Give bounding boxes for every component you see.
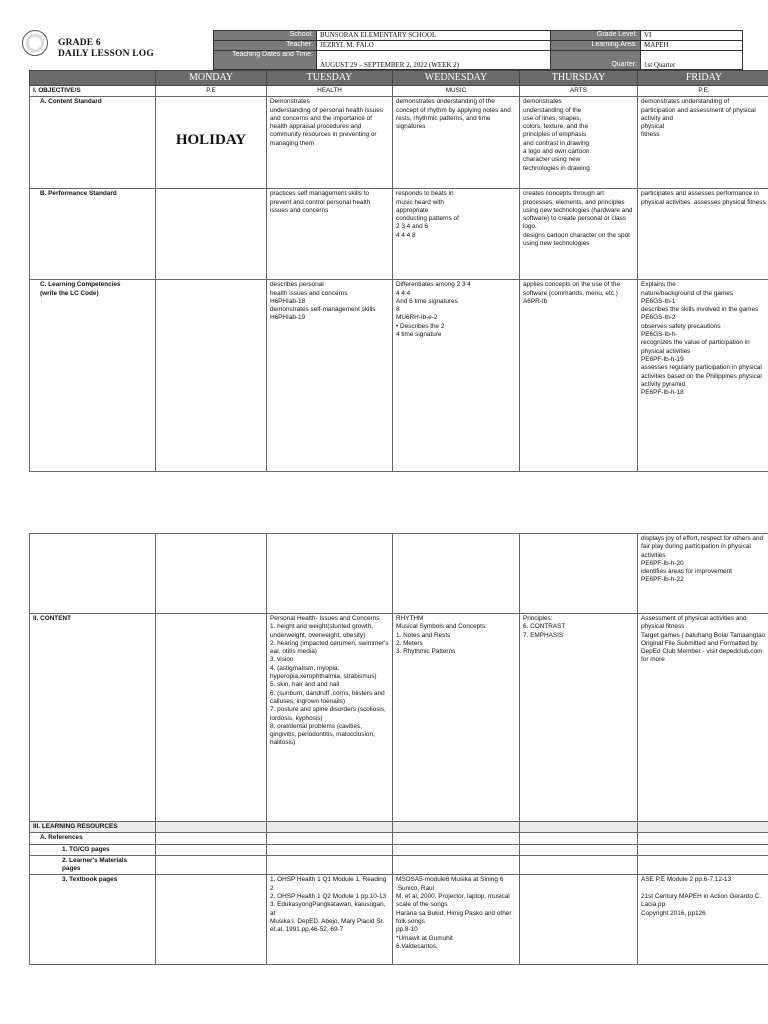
content-health: Personal Health- Issues and Concerns 1. height and weight(stunted growth, underweight, overweight, obesity) 2. hearing (impacted cerumen, swimmer's ear, otitis media) 3. vision 4. (astigmatism, myopia, hyperopia,xerophthalmia, strabismus) 5. skin, hair and and nail 6. (sunburn, dandruff ,corns, blisters and calluses, ingrown toenails) 7. posture and spine disorders (scoliosis, lordosis, kyphosis) 8. oral/dental problems (cavities, gingivitis, periodontitis, malocclusion, halitosis) bbox=[267, 614, 393, 822]
content-standard-health: Demonstrates understanding of personal health issues and concerns and the importance of health appraisal procedures and community resources in preventing or managing them bbox=[267, 97, 393, 189]
content-standard-pe: demonstrates understanding of participation and assessment of physical activity and physical fitness bbox=[638, 97, 768, 189]
competencies-music: Differentiates among 2 3 4 4 4 4 And 6 time signatures 8 MU6RH-Ib-e-2 • Describes the 2 4 time signature bbox=[393, 280, 520, 472]
textbook-pages-label: 3. Textbook pages bbox=[30, 875, 156, 965]
content-standard-label: A. Content Standard bbox=[30, 97, 156, 189]
day-monday: MONDAY bbox=[156, 71, 267, 86]
content-pe: Assessment of physical activities and physical fitness Target games ( batuhang Bola/ Tamaangtao Original File Submitted and Formatted by DepEd Club Member - visit depedclub.com for more bbox=[638, 614, 768, 822]
content-standard-music: demonstrates understanding of the concept of rhythm by applying notes and rests, rhythmic patterns, and time signatures bbox=[393, 97, 520, 189]
deped-seal-icon bbox=[22, 30, 48, 56]
competencies-pe-continued: displays joy of effort, respect for others and fair play during participation in physical activities PE6PF-Ib-h-20 identifies areas for improvement PE6PF-Ib-h-22 bbox=[638, 534, 768, 614]
lesson-log-table bbox=[29, 70, 768, 472]
competencies-pe: Explains the nature/background of the games PE6GS-Ib-1 describes the skills involved in the games PE6GS-Ib-2 observes safety precautions PE6GS-Ib-h- recognizes the value of participation in physical activities PE6PF-Ib-h-19 assesses regularly participation in physical activities based on the Philippines physical activity pyramid PE6PF-Ib-h-18 bbox=[638, 280, 768, 472]
teacher-value: JEZRYL M. FALO bbox=[317, 41, 551, 51]
area-value: MAPEH bbox=[641, 41, 743, 51]
day-thursday: THURSDAY bbox=[520, 71, 638, 86]
school-value: BUNSORAN ELEMENTARY SCHOOL bbox=[317, 31, 551, 41]
holiday-label: HOLIDAY bbox=[156, 97, 267, 189]
title-log: DAILY LESSON LOG bbox=[58, 49, 154, 59]
teacher-label: Teacher: bbox=[214, 41, 317, 51]
title-grade: GRADE 6 bbox=[58, 38, 101, 48]
subject-monday: P.E bbox=[156, 86, 267, 97]
day-wednesday: WEDNESDAY bbox=[393, 71, 520, 86]
subject-tuesday: HEALTH bbox=[267, 86, 393, 97]
competencies-label: C. Learning Competencies (write the LC Code) bbox=[30, 280, 156, 472]
content-music: RHYTHM Musical Symbols and Concepts: 1. Notes and Rests 2. Meters 3. Rhythmic Patterns bbox=[393, 614, 520, 822]
textbook-pe: ASE P.E Module 2 pp.6-7,12-13 21st Century MAPEH in Action Gerardo C. Lacia pp. Copyright 2016, pp126 bbox=[638, 875, 768, 965]
tg-pages-label: 1. TG/CG pages bbox=[30, 844, 156, 855]
textbook-music: MSOSA5-module6 Musika at Sining 6 .Sunico, Raul M. et al, 2000. Projector, laptop, musical scale of the songs Harana sa Bukid, Himig Pasko and other folk songs pp.8-10 *Umawit at Gumuhit 6.Valdecantos, bbox=[393, 875, 520, 965]
content-arts: Principles: 6. CONTRAST 7. EMPHASIS bbox=[520, 614, 638, 822]
references-label: A. References bbox=[30, 833, 156, 844]
header-table bbox=[213, 30, 743, 70]
quarter-value: 1st Quarter bbox=[641, 51, 743, 70]
performance-standard-health: practices self management skills to prevent and control personal health issues and concerns bbox=[267, 189, 393, 280]
grade-label: Grade Level: bbox=[551, 31, 641, 41]
dates-value: AUGUST 29 – SEPTEMBER 2, 2022 (WEEK 2) bbox=[317, 51, 551, 70]
day-friday: FRIDAY bbox=[638, 71, 768, 86]
quarter-label: Quarter: bbox=[551, 51, 641, 70]
grade-value: VI bbox=[641, 31, 743, 41]
subject-friday: P.E. bbox=[638, 86, 768, 97]
performance-standard-pe: participates and assesses performance in physical activities. assesses physical fitness bbox=[638, 189, 768, 280]
resources-label: III. LEARNING RESOURCES bbox=[30, 822, 156, 833]
lesson-log-table-continued bbox=[29, 533, 768, 965]
dates-label: Teaching Dates and Time: bbox=[214, 51, 317, 70]
school-label: School: bbox=[214, 31, 317, 41]
content-standard-arts: demonstrates understanding of the use of lines, shapes, colors, texture, and the principles of emphasis and contrast in drawing a logo and own cartoon character using new technologies in drawing bbox=[520, 97, 638, 189]
area-label: Learning Area: bbox=[551, 41, 641, 51]
document-title bbox=[58, 38, 154, 60]
competencies-arts: applies concepts on the use of the software (commands, menu, etc.) A6PR-Ib bbox=[520, 280, 638, 472]
performance-standard-music: responds to beats in music heard with appropriate conducting patterns of 2 3 4 and 6 4 4 4 8 bbox=[393, 189, 520, 280]
textbook-health: 1. OHSP Health 1 Q1 Module 1, Reading 2 2. OHSP Health 1 Q2 Module 1 pp.10-13 3. EdukasyongPangkatawan, kalusugan, at Musika I. DepED. Abejo, Mary Placid Sr. et.al. 1991.pp.46-52, 69-7 bbox=[267, 875, 393, 965]
competencies-health: describes personal health issues and concerns H6PHIab-18 demonstrates self-management skills H6PHIab-19 bbox=[267, 280, 393, 472]
content-label: II. CONTENT bbox=[30, 614, 156, 822]
lm-pages-label: 2. Learner's Materials pages bbox=[30, 855, 156, 875]
subject-thursday: ARTS bbox=[520, 86, 638, 97]
day-tuesday: TUESDAY bbox=[267, 71, 393, 86]
performance-standard-label: B. Performance Standard bbox=[30, 189, 156, 280]
subject-wednesday: MUSIC bbox=[393, 86, 520, 97]
objectives-label: I. OBJECTIVE/S bbox=[30, 86, 156, 97]
performance-standard-arts: creates concepts through art processes, elements, and principles using new technologies (hardware and software) to create personal or class logo. designs cartoon character on the spot using new technologies bbox=[520, 189, 638, 280]
